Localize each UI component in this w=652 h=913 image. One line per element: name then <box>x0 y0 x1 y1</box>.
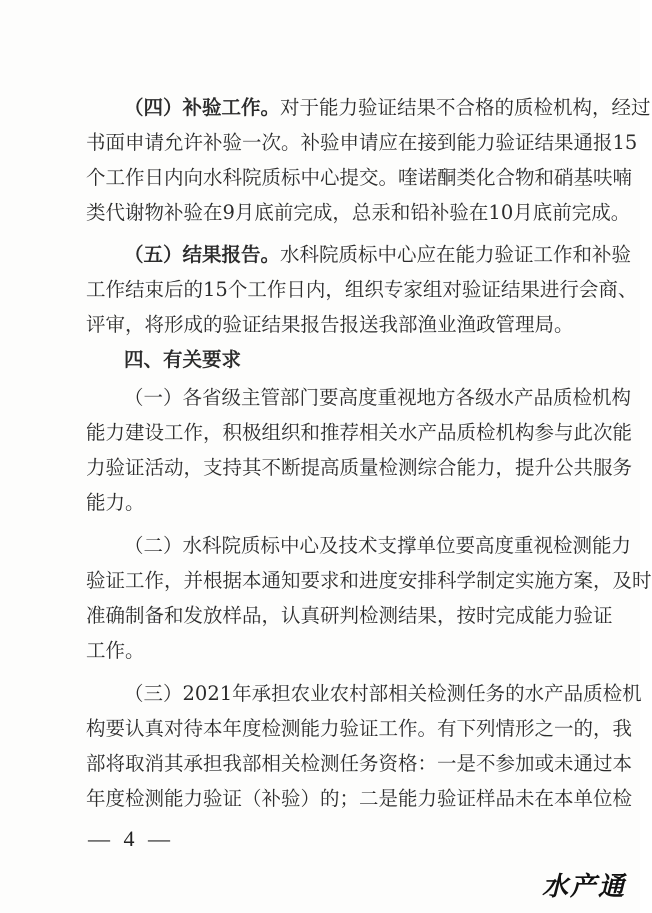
line-text: 书面申请允许补验一次。补验申请应在接到能力验证结果通报15 <box>86 131 638 154</box>
paragraph-line <box>124 240 632 270</box>
paragraph-line <box>124 531 632 561</box>
line-text: 评审，将形成的验证结果报告报送我部渔业渔政管理局。 <box>86 313 574 336</box>
paragraph-line <box>86 488 576 518</box>
line-text: 对于能力验证结果不合格的质检机构，经过 <box>280 96 651 119</box>
line-text: 类代谢物补验在9月底前完成，总汞和铅补验在10月底前完成。 <box>86 201 631 224</box>
line-text: 水科院质标中心应在能力验证工作和补验 <box>280 243 632 266</box>
watermark-logo: 水产通 <box>541 872 626 902</box>
line-text: 能力建设工作，积极组织和推荐相关水产品质检机构参与此次能 <box>86 421 633 444</box>
paragraph-line <box>86 601 613 631</box>
line-text: （一）各省级主管部门要高度重视地方各级水产品质检机构 <box>124 386 632 409</box>
paragraph-line <box>86 163 633 193</box>
line-text: 力验证活动，支持其不断提高质量检测综合能力，提升公共服务 <box>86 456 633 479</box>
line-text: （二）水科院质标中心及技术支撑单位要高度重视检测能力 <box>124 534 632 557</box>
line-text: 部将取消其承担我部相关检测任务资格：一是不参加或未通过本 <box>86 752 633 775</box>
line-text: 能力。 <box>86 491 145 514</box>
paragraph-line <box>86 636 576 666</box>
line-text: 构要认真对待本年度检测能力验证工作。有下列情形之一的，我 <box>86 717 633 740</box>
paragraph-line <box>124 679 642 709</box>
section-heading <box>124 345 576 375</box>
line-text: 年度检测能力验证（补验）的；二是能力验证样品未在本单位检 <box>86 787 633 810</box>
heading-text: 四、有关要求 <box>124 348 242 371</box>
line-text: 验证工作，并根据本通知要求和进度安排科学制定实施方案，及时 <box>86 569 652 592</box>
paragraph-line <box>86 310 576 340</box>
paragraph-line <box>86 714 633 744</box>
bold-lead: （四）补验工作。 <box>124 96 281 119</box>
paragraph-line <box>86 198 631 228</box>
page-number: — 4 — <box>88 826 174 851</box>
paragraph-line <box>124 93 651 123</box>
paragraph-line <box>86 749 633 779</box>
line-text: 工作结束后的15个工作日内，组织专家组对验证结果进行会商、 <box>86 278 638 301</box>
line-text: 个工作日内向水科院质标中心提交。喹诺酮类化合物和硝基呋喃 <box>86 166 633 189</box>
paragraph-line <box>86 784 633 814</box>
paragraph-line <box>86 128 638 158</box>
paragraph-line <box>86 418 633 448</box>
line-text: （三）2021年承担农业农村部相关检测任务的水产品质检机 <box>124 682 642 705</box>
line-text: 准确制备和发放样品，认真研判检测结果，按时完成能力验证 <box>86 604 613 627</box>
bold-lead: （五）结果报告。 <box>124 243 281 266</box>
line-text: 工作。 <box>86 639 145 662</box>
paragraph-line <box>124 383 632 413</box>
paragraph-line <box>86 453 633 483</box>
paragraph-line <box>86 275 638 305</box>
paragraph-line <box>86 566 652 596</box>
